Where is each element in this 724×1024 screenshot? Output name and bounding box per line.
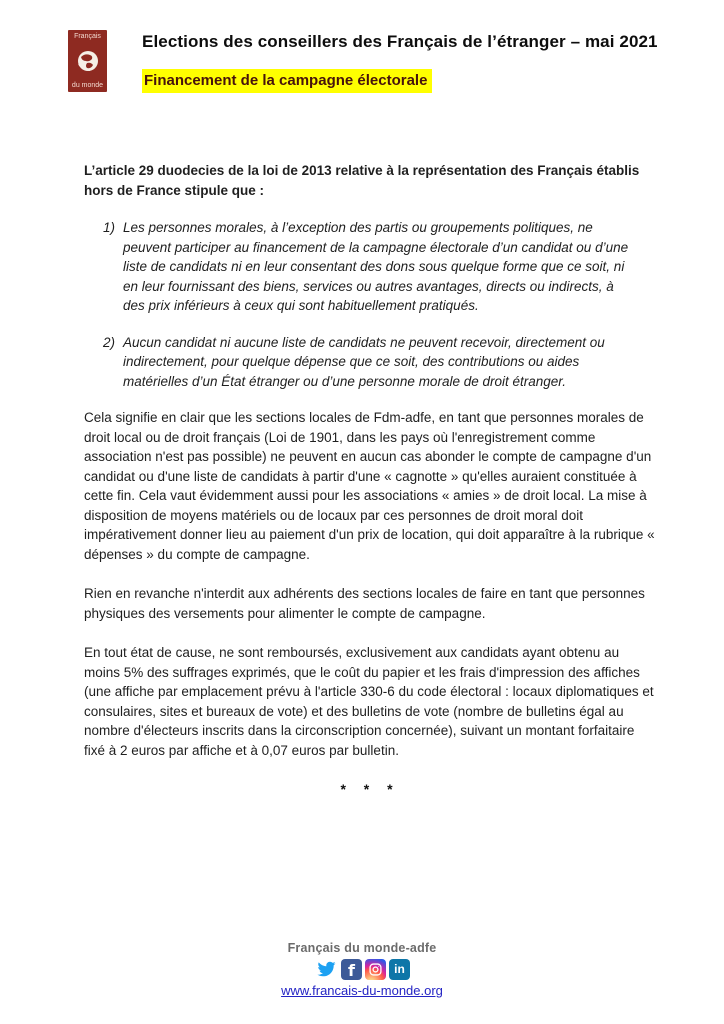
twitter-icon[interactable] (314, 958, 338, 980)
paragraph-remboursement: En tout état de cause, ne sont remboursés, exclusivement aux candidats ayant obtenu au moins 5% des suffrages exprimés, que le coût du papier et les frais d'impression des affiches (une affiche par emplacement prévu à l'article 330-6 du code électoral : locaux diplomatiques et consulaires, sites et bureaux de vote) et des bulletins de vote (nombre de bulletins égal au nombre d'électeurs inscrits dans la circonscription concernée), suivant un montant forfaitaire fixé à 2 euros par affiche et à 0,07 euros par bulletin. (84, 645, 654, 758)
page-subtitle-highlighted: Financement de la campagne électorale (142, 69, 432, 93)
list-item-2 (103, 333, 631, 392)
facebook-icon[interactable]: f (341, 959, 362, 980)
linkedin-icon[interactable]: in (389, 959, 410, 980)
list-number-1: 1) (103, 220, 116, 235)
social-icons-row (314, 958, 410, 980)
page-title: Elections des conseillers des Français de l’étranger – mai 2021 (142, 32, 658, 51)
list-text-1: Les personnes morales, à l’exception des partis ou groupements politiques, ne peuvent participer au financement de la campagne électorale d’un candidat ou d’une liste de candidats ni en leur consentant des dons sous quelque forme que ce soit, ni en leur fournissant des biens, services ou autres avantages, directs ou indirects, à des prix inférieurs à ceux qui sont habituellement pratiqués. (123, 220, 629, 313)
instagram-icon[interactable] (365, 959, 386, 980)
list-item-1 (103, 218, 631, 316)
globe-icon (75, 48, 101, 74)
intro-paragraph: L’article 29 duodecies de la loi de 2013 relative à la représentation des Français établis hors de France stipule que : (84, 163, 640, 198)
logo-text-bottom: du monde (71, 82, 104, 89)
francais-du-monde-logo (68, 30, 107, 92)
website-link[interactable]: www.francais-du-monde.org (281, 983, 443, 998)
list-number-2: 2) (103, 334, 116, 350)
list-text-2: Aucun candidat ni aucune liste de candidats ne peuvent recevoir, directement ou indirectement, pour quelque dépense que ce soit, des contributions ou aides matérielles d’un État étranger ou d’une personne morale de droit étranger. (123, 334, 605, 389)
footer-org-name: Français du monde-adfe (287, 941, 437, 955)
logo-text-top: Français (74, 33, 101, 40)
footer (0, 941, 724, 998)
paragraph-adherents: Rien en revanche n'interdit aux adhérents des sections locales de faire en tant que personnes physiques des versements pour alimenter le compte de campagne. (84, 586, 645, 621)
paragraph-sections-locales: Cela signifie en clair que les sections locales de Fdm-adfe, en tant que personnes morales de droit local ou de droit français (Loi de 1901, dans les pays où l'enregistrement comme association n'est pas possible) ne peuvent en aucun cas abonder le compte de campagne d'un candidat ou d'une liste de candidats à partir d'une « cagnotte » qu'elles auraient constituée à cette fin. Cela vaut évidemment aussi pour les associations « amies » de droit local. La mise à disposition de moyens matériels ou de locaux par ces personnes de droit moral doit impérativement donner lieu au paiement d'un prix de location, qui doit apparaître à la rubrique « dépenses » du compte de campagne. (84, 410, 655, 562)
document-body (84, 161, 656, 800)
section-separator-stars: * * * (340, 781, 400, 797)
